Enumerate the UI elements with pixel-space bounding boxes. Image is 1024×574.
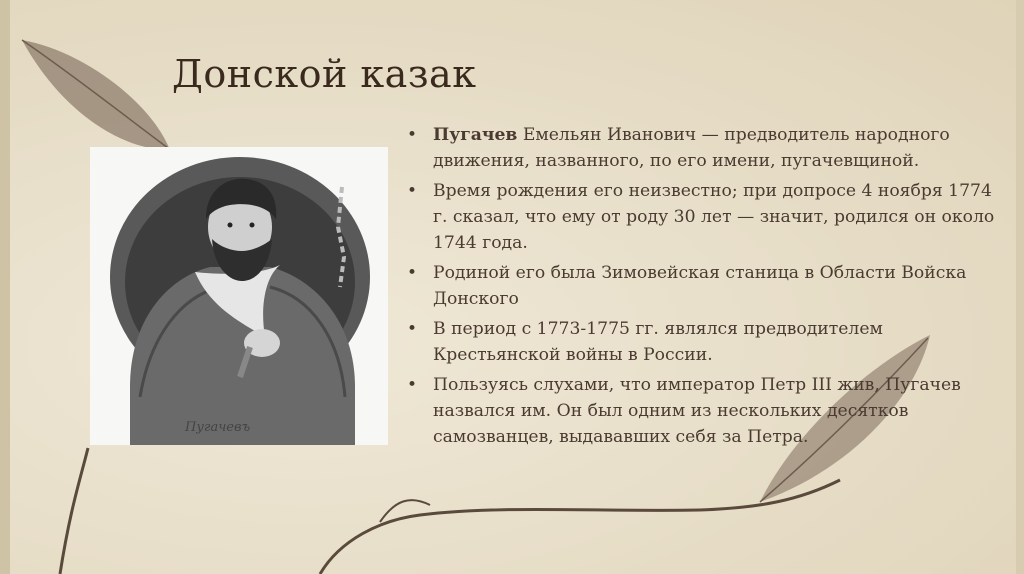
bullet-item	[405, 178, 1005, 256]
bullet-dot: •	[407, 181, 418, 201]
bullet-text: Пользуясь слухами, что император Петр III жив, Пугачев назвался им. Он был одним из нескольких десятков самозванцев, выдававших себя за Петра.	[433, 375, 961, 447]
bullet-dot: •	[407, 125, 418, 145]
bullet-dot: •	[407, 319, 418, 339]
bullet-list	[405, 122, 1005, 454]
slide-title: Донской казак	[172, 52, 477, 96]
branch-icon	[320, 480, 840, 574]
portrait-image	[90, 147, 388, 445]
bullet-item	[405, 260, 1005, 312]
bullet-bold-name: Пугачев	[433, 125, 518, 145]
portrait-caption: Пугачевъ	[185, 420, 251, 435]
bullet-text: В период с 1773-1775 гг. являлся предводителем Крестьянской войны в России.	[433, 319, 883, 365]
bullet-dot: •	[407, 263, 418, 283]
bullet-text: Родиной его была Зимовейская станица в Области Войска Донского	[433, 263, 967, 309]
bullet-dot: •	[407, 375, 418, 395]
bullet-text: Емельян Иванович — предводитель народного движения, названного, по его имени, пугачевщиной.	[433, 125, 950, 171]
bullet-item	[405, 122, 1005, 174]
bullet-item	[405, 372, 1005, 450]
bullet-text: Время рождения его неизвестно; при допросе 4 ноября 1774 г. сказал, что ему от роду 30 лет — значит, родился он около 1744 года.	[433, 181, 995, 253]
portrait-engraving-icon	[90, 147, 388, 445]
bullet-item	[405, 316, 1005, 368]
stem-icon	[60, 448, 88, 574]
